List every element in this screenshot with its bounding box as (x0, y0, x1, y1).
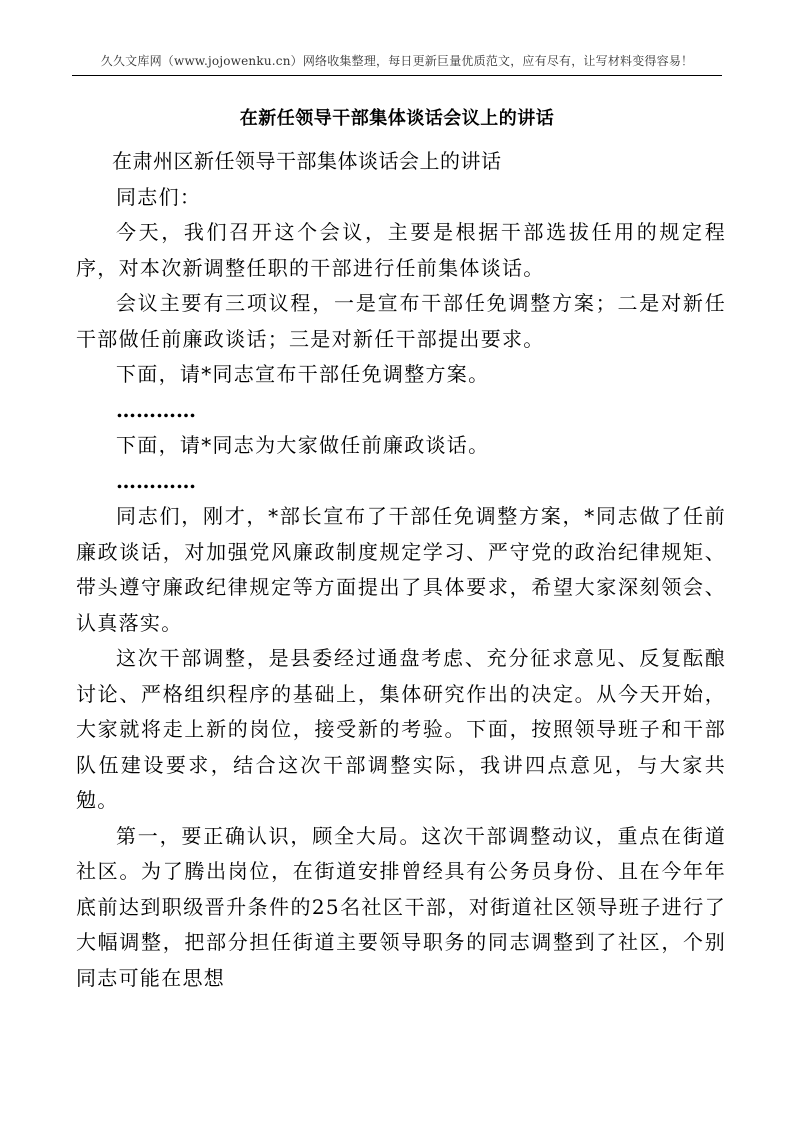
body-paragraph: 下面，请*同志为大家做任前廉政谈话。 (116, 433, 490, 457)
body-paragraph: 下面，请*同志宣布干部任免调整方案。 (116, 362, 490, 386)
document-title: 在新任领导干部集体谈话会议上的讲话 (239, 108, 555, 129)
header-divider (72, 75, 722, 76)
running-header: 久久文库网（www.jojowenku.cn）网络收集整理，每日更新巨量优质范文，应有尽有，让写材料变得容易！ (100, 54, 694, 68)
omission-marker: ………… (116, 468, 196, 493)
document-body (76, 144, 726, 996)
body-paragraph: 这次干部调整，是县委经过通盘考虑、充分征求意见、反复酝酿讨论、严格组织程序的基础上，集体研究作出的决定。从今天开始，大家就将走上新的岗位，接受新的考验。下面，按照领导班子和干部队伍建设要求，结合这次干部调整实际，我讲四点意见，与大家共勉。 (76, 646, 726, 812)
speech-subtitle: 在肃州区新任领导干部集体谈话会上的讲话 (112, 149, 502, 173)
omission-marker: ………… (116, 397, 196, 422)
body-paragraph: 会议主要有三项议程，一是宣布干部任免调整方案；二是对新任干部做任前廉政谈话；三是对新任干部提出要求。 (76, 291, 726, 351)
salutation: 同志们： (116, 184, 202, 209)
body-paragraph: 第一，要正确认识，顾全大局。这次干部调整动议，重点在街道社区。为了腾出岗位，在街道安排曾经具有公务员身份、且在今年年底前达到职级晋升条件的25名社区干部，对街道社区领导班子进行了大幅调整，把部分担任街道主要领导职务的同志调整到了社区，个别同志可能在思想 (76, 823, 726, 990)
body-paragraph: 今天，我们召开这个会议，主要是根据干部选拔任用的规定程序，对本次新调整任职的干部进行任前集体谈话。 (76, 220, 726, 280)
body-paragraph: 同志们，刚才，*部长宣布了干部任免调整方案，*同志做了任前廉政谈话，对加强党风廉政制度规定学习、严守党的政治纪律规矩、带头遵守廉政纪律规定等方面提出了具体要求，希望大家深刻领会、认真落实。 (76, 504, 726, 635)
